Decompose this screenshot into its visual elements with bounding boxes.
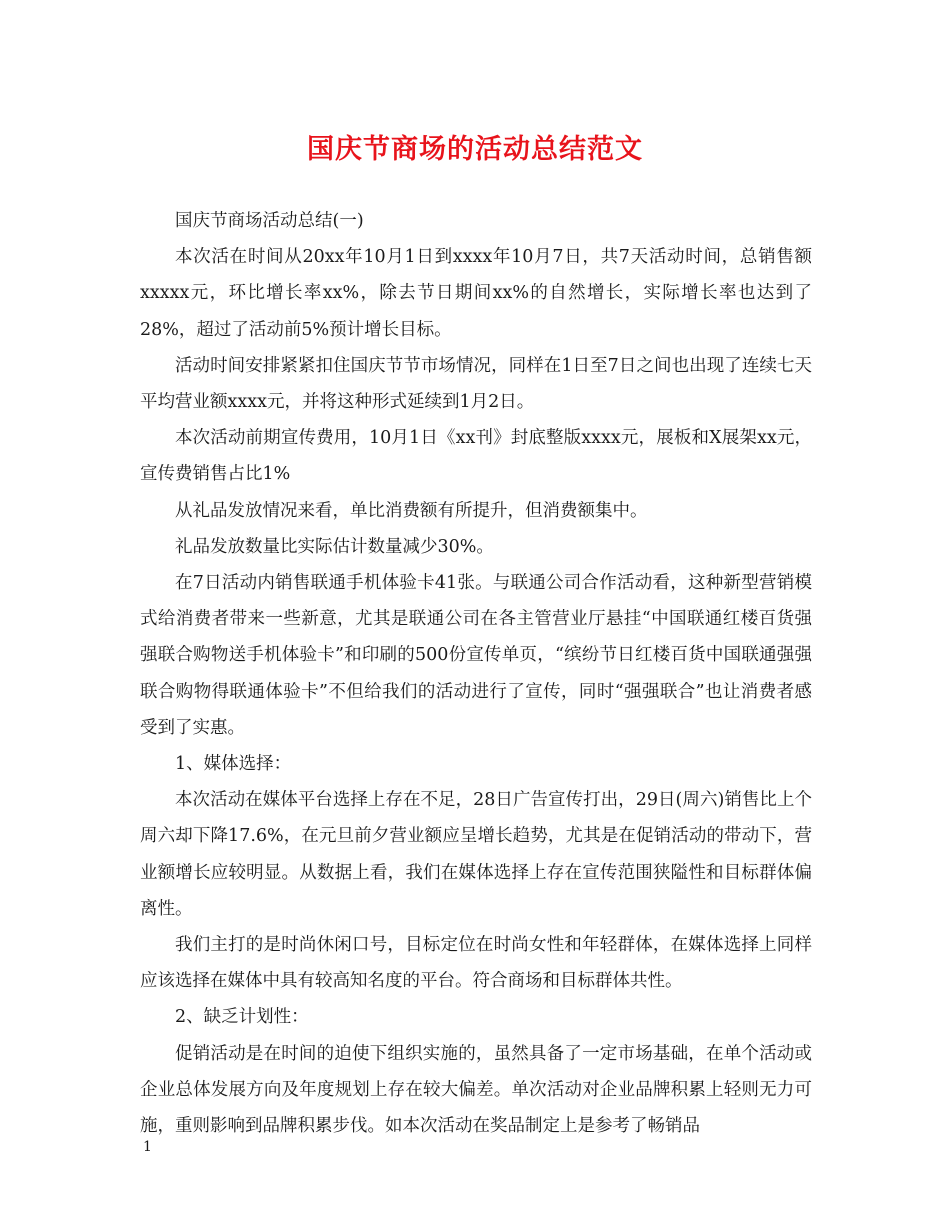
paragraph: 本次活动在媒体平台选择上存在不足，28日广告宣传打出，29日(周六)销售比上个周六却下降17.6%，在元旦前夕营业额应呈增长趋势，尤其是在促销活动的带动下，营业额增长应较明显。从数据上看，我们在媒体选择上存在宣传范围狭隘性和目标群体偏离性。 — [140, 790, 812, 919]
paragraph: 我们主打的是时尚休闲口号，目标定位在时尚女性和年轻群体，在媒体选择上同样应该选择在媒体中具有较高知名度的平台。符合商场和目标群体共性。 — [140, 935, 812, 992]
paragraph: 从礼品发放情况来看，单比消费额有所提升，但消费额集中。 — [175, 500, 648, 521]
paragraph: 礼品发放数量比实际估计数量减少30%。 — [175, 536, 494, 557]
document-title: 国庆节商场的活动总结范文 — [307, 134, 643, 165]
subheading-lack-of-planning: 2、缺乏计划性： — [175, 1007, 309, 1028]
document-body — [140, 203, 812, 1144]
paragraph: 本次活动前期宣传费用，10月1日《xx刊》封底整版xxxx元，展板和X展架xx元，宣传费销售占比1% — [140, 428, 812, 485]
paragraph: 活动时间安排紧紧扣住国庆节节市场情况，同样在1日至7日之间也出现了连续七天平均营业额xxxx元，并将这种形式延续到1月2日。 — [140, 355, 812, 413]
paragraph: 促销活动是在时间的迫使下组织实施的，虽然具备了一定市场基础，在单个活动或企业总体发展方向及年度规划上存在较大偏差。单次活动对企业品牌积累上轻则无力可施，重则影响到品牌积累步伐。如本次活动在奖品制定上是参考了畅销品 — [140, 1043, 812, 1137]
section-heading: 国庆节商场活动总结(一) — [175, 211, 364, 231]
paragraph: 在7日活动内销售联通手机体验卡41张。与联通公司合作活动看，这种新型营销模式给消费者带来一些新意，尤其是联通公司在各主管营业厅悬挂“中国联通红楼百货强强联合购物送手机体验卡”和印刷的500份宣传单页，“缤纷节日红楼百货中国联通强强联合购物得联通体验卡”不但给我们的活动进行了宣传，同时“强强联合”也让消费者感受到了实惠。 — [140, 573, 812, 738]
page-number: 1 — [143, 1139, 152, 1155]
paragraph: 本次活在时间从20xx年10月1日到xxxx年10月7日，共7天活动时间，总销售额xxxxx元，环比增长率xx%，除去节日期间xx%的自然增长，实际增长率也达到了28%，超过了活动前5%预计增长目标。 — [140, 247, 812, 340]
subheading-media-selection: 1、媒体选择： — [175, 754, 292, 775]
